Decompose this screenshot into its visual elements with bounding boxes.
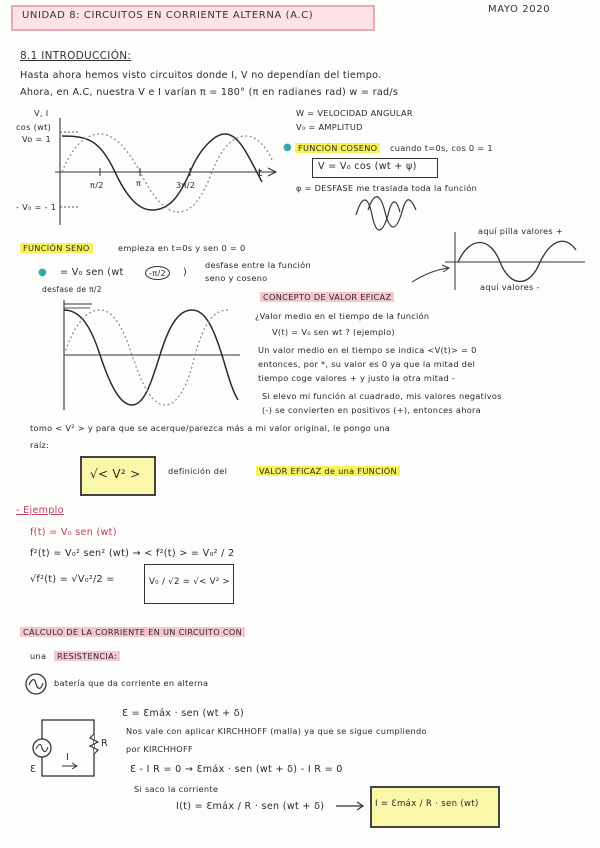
eficaz-formula: V(t) = V₀ sen wt ? (ejemplo) (272, 327, 395, 337)
ejemplo-line-3: √f²(t) = √V₀²/2 = (30, 574, 115, 585)
resistencia-eq-6: I(t) = Ɛmáx / R · sen (wt + δ) (176, 801, 325, 812)
ejemplo-line-1: f(t) = V₀ sen (wt) (30, 527, 117, 538)
eficaz-p6: tomo < V² > y para que se acerque/parezca más a mi valor original, le pongo una (30, 423, 391, 433)
eficaz-p4: Si elevo mi función al cuadrado, mis valores negativos (262, 391, 502, 401)
coseno-condition: cuando t=0s, cos 0 = 1 (390, 143, 493, 153)
axis-t-label: t (258, 166, 263, 179)
intro-line-2: Ahora, en A.C, nuestra V e I varían π = 180° (π en radianes rad) w = rad/s (20, 87, 399, 98)
seno-formula-pre: = V₀ sen (wt (60, 267, 124, 278)
bateria-note: batería que da corriente en alterna (54, 678, 209, 688)
seno-title: FUNCIÓN SENO (20, 243, 93, 253)
eficaz-p3: tiempo coge valores + y justo la otra mitad - (258, 373, 456, 383)
eficaz-question: ¿Valor medio en el tiempo de la función (255, 311, 430, 321)
intro-line-1: Hasta ahora hemos visto circuitos donde I, V no dependían del tiempo. (20, 70, 382, 81)
tick-three-pi-half: 3π/2 (176, 180, 196, 190)
circuit-resistor-label: R (101, 738, 108, 749)
resistencia-eq-2: Nos vale con aplicar KIRCHHOFF (malla) ya que se sigue cumpliendo (126, 726, 427, 736)
desfase-label: desfase de π/2 (42, 285, 102, 294)
negative-values-note: aquí valores - (480, 282, 540, 292)
seno-shift-note-2: seno y coseno (205, 273, 268, 283)
v0-definition: V₀ = AMPLITUD (296, 122, 363, 132)
ejemplo-result: V₀ / √2 = √< V² > (149, 577, 231, 587)
seno-shift-note-1: desfase entre la función (205, 260, 311, 270)
ejemplo-line-2: f²(t) = V₀² sen² (wt) → < f²(t) > = V₀² / 2 (30, 548, 235, 559)
section-title-intro: 8.1 INTRODUCCIÓN: (20, 50, 132, 62)
coseno-phase-note: φ = DESFASE me traslada toda la función (296, 183, 478, 193)
seno-condition: empieza en t=0s y sen 0 = 0 (118, 243, 246, 253)
positive-values-note: aquí pilla valores + (478, 226, 564, 236)
resistencia-eq-1: Ɛ = Ɛmáx · sen (wt + δ) (122, 708, 245, 719)
eficaz-title: CONCEPTO DE VALOR EFICAZ (260, 292, 394, 302)
seno-bullet: ● (38, 267, 48, 278)
tick-pi: π (136, 178, 142, 188)
resistencia-eq-3: por KIRCHHOFF (126, 744, 194, 754)
graph-vo-label: Vo = 1 (22, 134, 52, 144)
coseno-formula: V = V₀ cos (wt + ψ) (318, 161, 417, 172)
rms-formula: √< V² > (90, 467, 141, 481)
graph-cos-label: cos (wt) (16, 122, 52, 132)
seno-formula-circled: -π/2 (145, 266, 170, 280)
graph-neg-label: - V₀ = - 1 (16, 202, 57, 212)
eficaz-p1: Un valor medio en el tiempo se indica <V(t)> = 0 (258, 345, 477, 355)
resistencia-eq-4: Ɛ - I R = 0 → Ɛmáx · sen (wt + δ) - I R = 0 (130, 764, 343, 775)
w-definition: W = VELOCIDAD ANGULAR (296, 108, 413, 118)
page-date: MAYO 2020 (488, 4, 551, 15)
resistencia-title: CÁLCULO DE LA CORRIENTE EN UN CIRCUITO CON (20, 627, 245, 637)
circuit-emf-label: Ɛ (30, 764, 37, 775)
resistencia-eq-5: Si saco la corriente (134, 784, 219, 794)
resistencia-title-2-pre: una (30, 651, 47, 661)
current-result-formula: I = Ɛmáx / R · sen (wt) (375, 799, 479, 809)
coseno-title: FUNCIÓN COSENO (295, 143, 380, 153)
resistencia-title-2-hl: RESISTENCIA: (54, 651, 120, 661)
unit-title: UNIDAD 8: CIRCUITOS EN CORRIENTE ALTERNA (A.C) (22, 10, 314, 21)
seno-formula-post: ) (183, 267, 188, 278)
eficaz-p2: entonces, por *, su valor es 0 ya que la mitad del (258, 359, 476, 369)
rms-definition-highlight: VALOR EFICAZ de una FUNCIÓN (256, 466, 400, 476)
graph-y-label: V, I (34, 108, 49, 118)
coseno-bullet: ● (283, 142, 293, 153)
rms-definition-pre: definición del (168, 466, 228, 476)
eficaz-p5: (-) se convierten en positivos (+), entonces ahora (262, 405, 481, 415)
eficaz-p7: raíz: (30, 440, 50, 450)
ejemplo-title: - Ejemplo (16, 505, 64, 516)
circuit-current-label: I (66, 752, 70, 763)
tick-pi-half: π/2 (90, 180, 104, 190)
